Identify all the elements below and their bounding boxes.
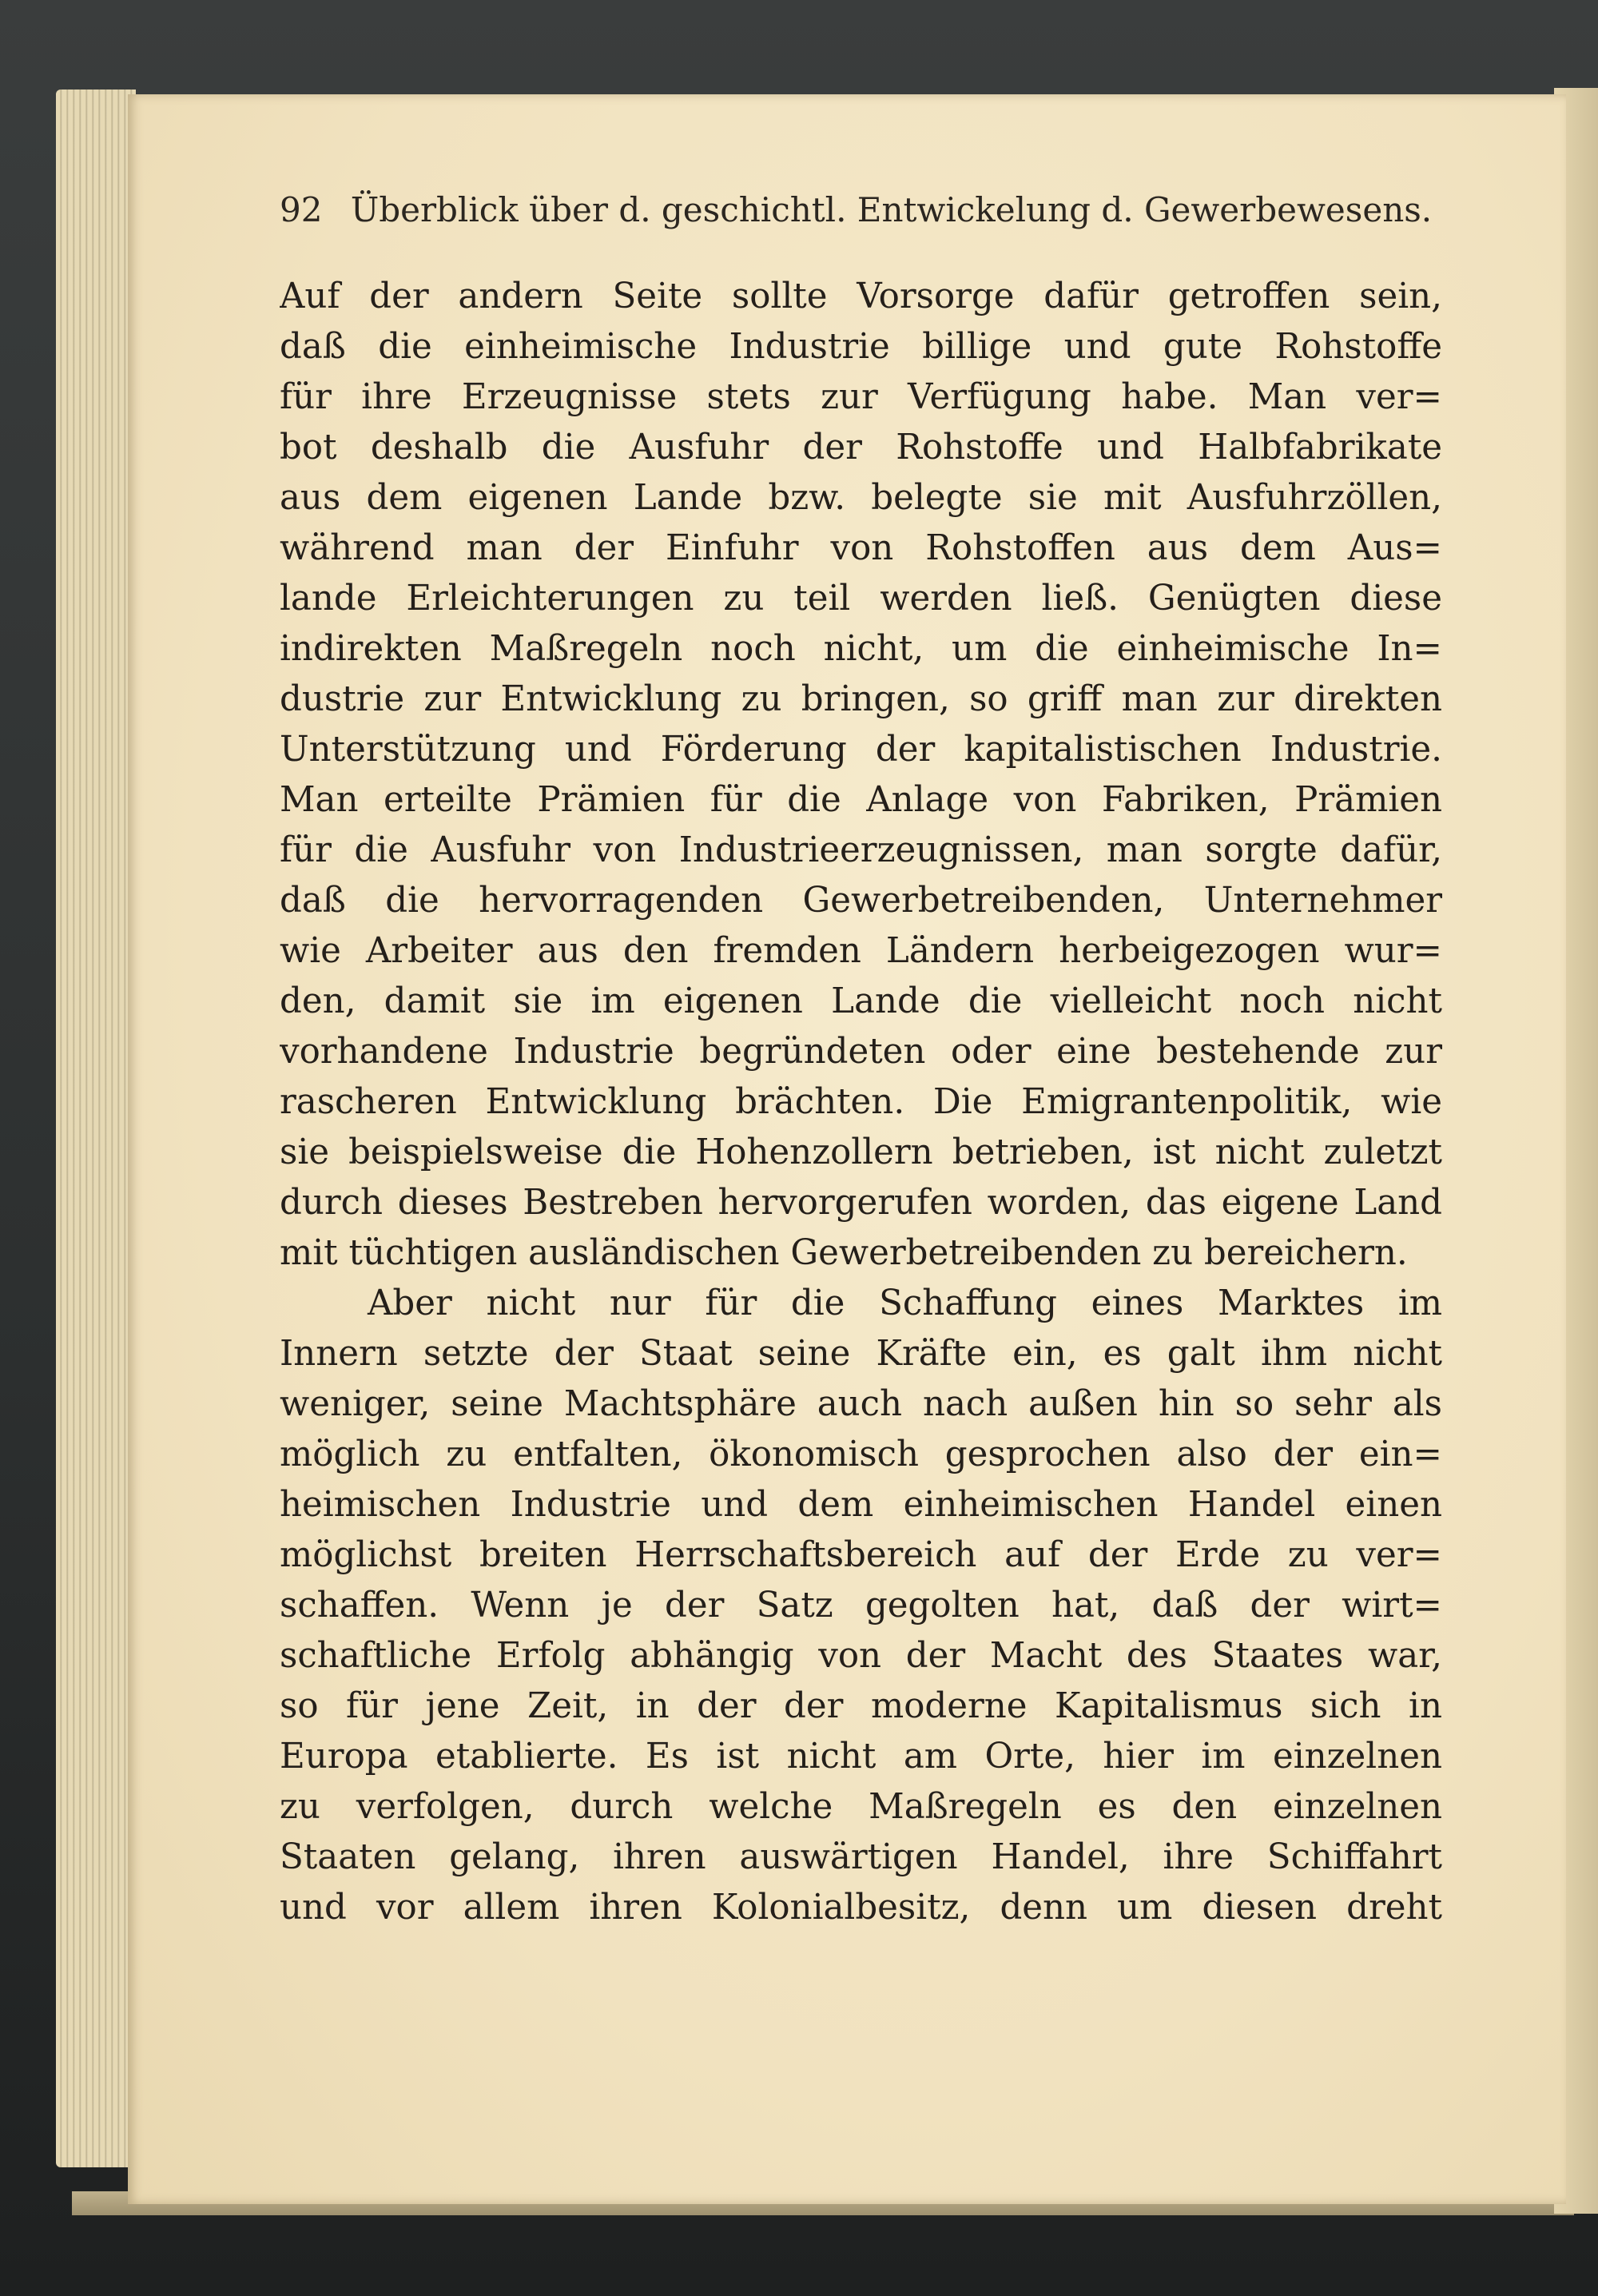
text-line: während man der Einfuhr von Rohstoffen aus dem Aus= [280, 528, 1442, 568]
text-line: Staaten gelang, ihren auswärtigen Handel, ihre Schiffahrt [280, 1837, 1442, 1877]
text-line: daß die einheimische Industrie billige und gute Rohstoffe [280, 327, 1442, 367]
text-line-paragraph-start: Aber nicht nur für die Schaffung eines Marktes im [368, 1283, 1442, 1323]
text-line: rascheren Entwicklung brächten. Die Emigrantenpolitik, wie [280, 1082, 1442, 1122]
header-title: Überblick über d. geschichtl. Entwickelung d. Gewerbewesens. [350, 190, 1433, 229]
text-line: weniger, seine Machtsphäre auch nach außen hin so sehr als [280, 1384, 1442, 1424]
text-line: wie Arbeiter aus den fremden Ländern herbeigezogen wur= [280, 931, 1442, 971]
text-line: indirekten Maßregeln noch nicht, um die einheimische In= [280, 629, 1442, 669]
text-line: Unterstützung und Förderung der kapitalistischen Industrie. [280, 730, 1442, 770]
text-line: und vor allem ihren Kolonialbesitz, denn um diesen dreht [280, 1888, 1442, 1928]
text-line: Innern setzte der Staat seine Kräfte ein, es galt ihm nicht [280, 1334, 1442, 1374]
text-line: mit tüchtigen ausländischen Gewerbetreibenden zu bereichern. [280, 1233, 1408, 1273]
text-line: lande Erleichterungen zu teil werden ließ. Genügten diese [280, 579, 1442, 619]
text-line: den, damit sie im eigenen Lande die vielleicht noch nicht [280, 981, 1442, 1021]
text-line: schaffen. Wenn je der Satz gegolten hat, daß der wirt= [280, 1586, 1442, 1626]
text-line: sie beispielsweise die Hohenzollern betrieben, ist nicht zuletzt [280, 1132, 1442, 1172]
body-text [280, 272, 1442, 1933]
text-line: schaftliche Erfolg abhängig von der Macht des Staates war, [280, 1636, 1442, 1676]
text-line: für ihre Erzeugnisse stets zur Verfügung habe. Man ver= [280, 377, 1442, 417]
text-line: Europa etablierte. Es ist nicht am Orte, hier im einzelnen [280, 1737, 1442, 1777]
stacked-page-edges [56, 90, 136, 2167]
text-line: daß die hervorragenden Gewerbetreibenden, Unternehmer [280, 881, 1442, 921]
text-line: möglichst breiten Herrschaftsbereich auf der Erde zu ver= [280, 1535, 1442, 1575]
text-line: dustrie zur Entwicklung zu bringen, so griff man zur direkten [280, 679, 1442, 719]
text-line: möglich zu entfalten, ökonomisch gesprochen also der ein= [280, 1435, 1442, 1474]
page-number: 92 [280, 190, 323, 229]
text-line: durch dieses Bestreben hervorgerufen worden, das eigene Land [280, 1183, 1442, 1223]
running-header [280, 190, 1433, 229]
text-line: vorhandene Industrie begründeten oder eine bestehende zur [280, 1032, 1442, 1072]
text-line: heimischen Industrie und dem einheimischen Handel einen [280, 1485, 1442, 1525]
text-line: zu verfolgen, durch welche Maßregeln es den einzelnen [280, 1787, 1442, 1827]
text-line: bot deshalb die Ausfuhr der Rohstoffe und Halbfabrikate [280, 428, 1442, 468]
text-line: Man erteilte Prämien für die Anlage von Fabriken, Prämien [280, 780, 1442, 820]
text-line: aus dem eigenen Lande bzw. belegte sie mit Ausfuhrzöllen, [280, 478, 1442, 518]
text-line: für die Ausfuhr von Industrieerzeugnissen, man sorgte dafür, [280, 830, 1442, 870]
text-line: Auf der andern Seite sollte Vorsorge dafür getroffen sein, [280, 277, 1442, 316]
text-line: so für jene Zeit, in der der moderne Kapitalismus sich in [280, 1686, 1442, 1726]
